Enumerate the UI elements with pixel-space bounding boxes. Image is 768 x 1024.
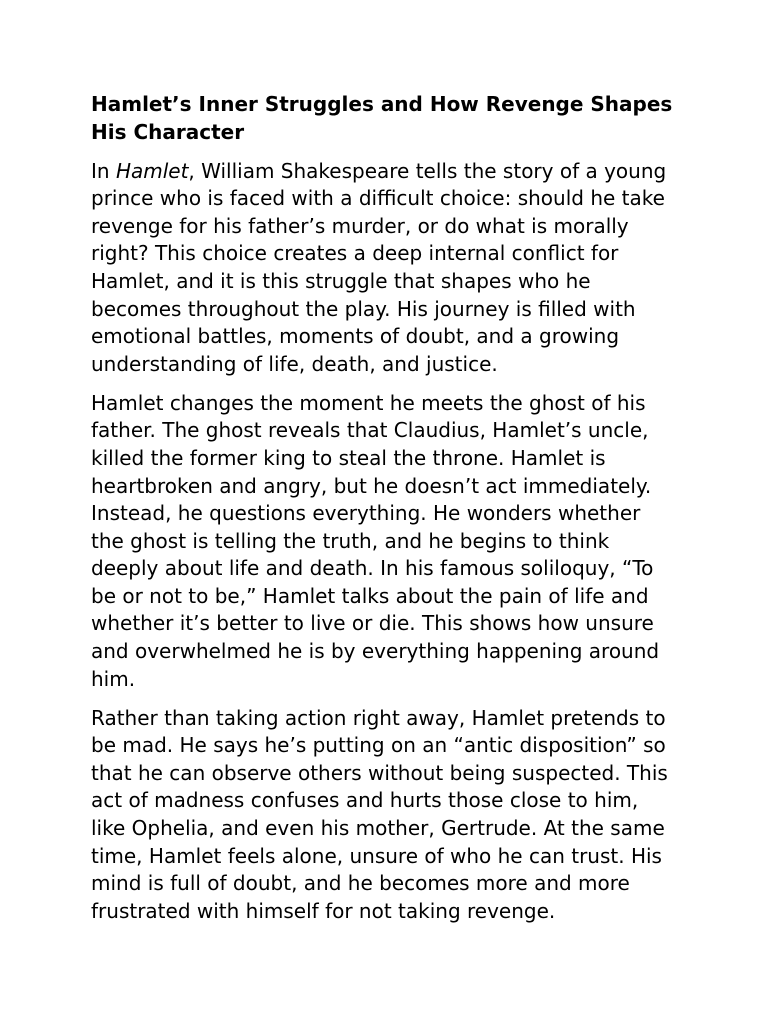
paragraph-line: understanding of life, death, and justice. bbox=[91, 351, 498, 376]
title-line: His Character bbox=[91, 119, 245, 144]
play-title-italic: Hamlet bbox=[115, 158, 189, 183]
paragraph-line: and overwhelmed he is by everything happening around bbox=[91, 639, 660, 664]
paragraph-2 bbox=[91, 390, 768, 694]
paragraph-line: be mad. He says he’s putting on an “antic disposition” so bbox=[91, 733, 666, 758]
paragraph-line: father. The ghost reveals that Claudius, Hamlet’s uncle, bbox=[91, 418, 649, 443]
document-title bbox=[91, 91, 768, 146]
paragraph-text: , William Shakespeare tells the story of a young bbox=[188, 158, 667, 183]
paragraph-line: deeply about life and death. In his famous soliloquy, “To bbox=[91, 556, 654, 581]
title-line: Hamlet’s Inner Struggles and How Revenge Shapes bbox=[91, 92, 673, 116]
paragraph-line: heartbroken and angry, but he doesn’t act immediately. bbox=[91, 473, 652, 498]
paragraph-text: In bbox=[91, 158, 116, 183]
paragraph-line: prince who is faced with a difficult choice: should he take bbox=[91, 186, 665, 211]
paragraph-line: becomes throughout the play. His journey is filled with bbox=[91, 296, 636, 321]
paragraph-line: mind is full of doubt, and he becomes more and more bbox=[91, 871, 630, 896]
paragraph-line: time, Hamlet feels alone, unsure of who he can trust. His bbox=[91, 843, 662, 868]
paragraph-line: right? This choice creates a deep internal conflict for bbox=[91, 241, 619, 266]
paragraph-line: be or not to be,” Hamlet talks about the pain of life and bbox=[91, 583, 649, 608]
paragraph-line: revenge for his father’s murder, or do what is morally bbox=[91, 213, 629, 238]
paragraph-line: that he can observe others without being suspected. This bbox=[91, 760, 668, 785]
paragraph-3 bbox=[91, 705, 768, 926]
paragraph-line: him. bbox=[91, 666, 136, 691]
paragraph-line: act of madness confuses and hurts those close to him, bbox=[91, 788, 639, 813]
paragraph-line: Hamlet, and it is this struggle that shapes who he bbox=[91, 268, 591, 293]
paragraph-line: Instead, he questions everything. He wonders whether bbox=[91, 501, 641, 526]
paragraph-line: Hamlet changes the moment he meets the ghost of his bbox=[91, 390, 646, 415]
paragraph-line bbox=[91, 158, 768, 186]
paragraph-line: Rather than taking action right away, Hamlet pretends to bbox=[91, 705, 666, 730]
paragraph-line: the ghost is telling the truth, and he begins to think bbox=[91, 528, 610, 553]
paragraph-line: frustrated with himself for not taking revenge. bbox=[91, 898, 556, 923]
paragraph-line: whether it’s better to live or die. This shows how unsure bbox=[91, 611, 654, 636]
paragraph-line: emotional battles, moments of doubt, and a growing bbox=[91, 324, 620, 349]
paragraph-1 bbox=[91, 158, 768, 379]
paragraph-line: like Ophelia, and even his mother, Gertrude. At the same bbox=[91, 816, 665, 841]
paragraph-line: killed the former king to steal the throne. Hamlet is bbox=[91, 445, 606, 470]
